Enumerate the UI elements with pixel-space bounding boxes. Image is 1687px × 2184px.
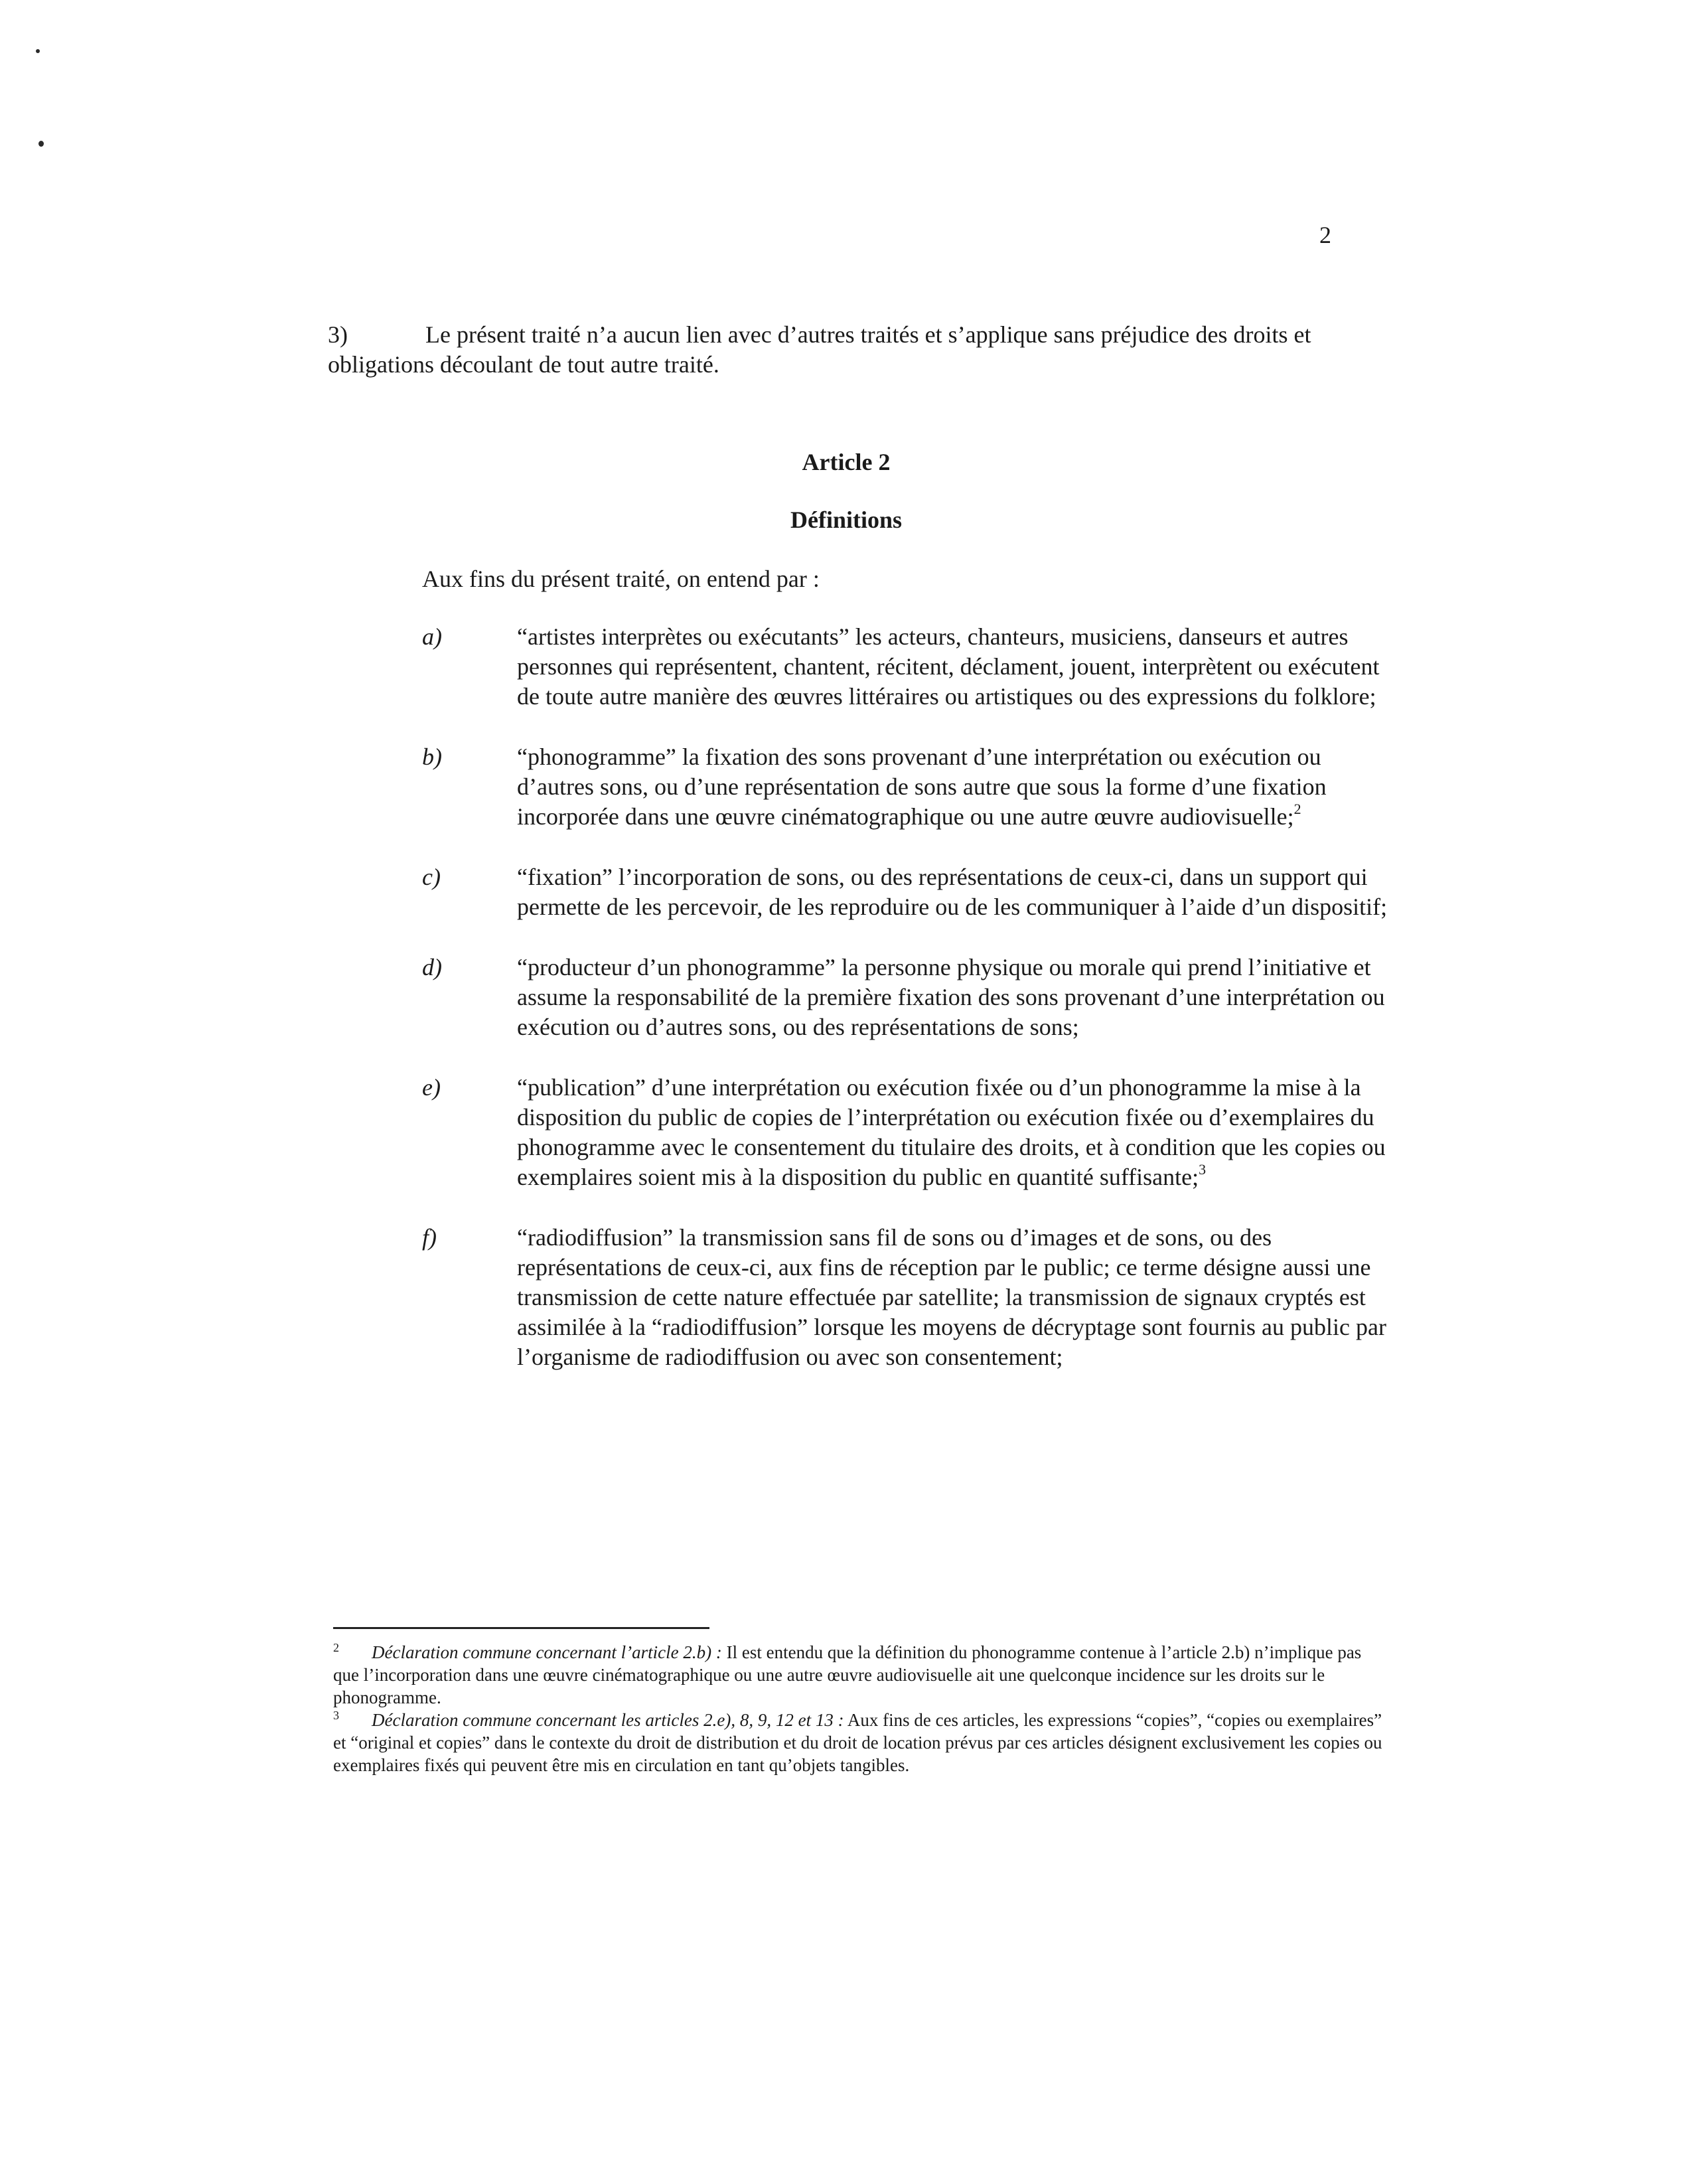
paragraph-text: Le présent traité n’a aucun lien avec d’autres traités et s’applique sans préjudice des droits et obligations découlant de tout autre traité. [328,321,1311,378]
footnote: 2 Déclaration commune concernant l’article 2.b) : Il est entendu que la définition du phonogramme contenue à l’article 2.b) n’implique pas que l’incorporation dans une œuvre cinématographique ou une autre œuvre audiovisuelle ait une quelconque incidence sur les droits sur le phonogramme. [333,1641,1362,1707]
definition-marker: e) [422,1074,441,1101]
definition-item [422,1223,1391,1372]
definition-item [422,622,1391,712]
definition-body: “artistes interprètes ou exécutants” les acteurs, chanteurs, musiciens, danseurs et autres personnes qui représentent, chantent, récitent, déclament, jouent, interprètent ou exécutent de toute autre manière des œuvres littéraires ou artistiques ou des expressions du folklore; [517,623,1380,710]
definition-text [517,953,1391,1042]
paragraph-number: 3) [328,321,348,348]
definition-text [517,1073,1391,1192]
article-subtitle: Définitions [790,507,902,533]
definition-text [517,862,1391,922]
definition-marker: a) [422,623,442,650]
footnote-reference[interactable]: 3 [1199,1161,1207,1178]
definition-item [422,953,1391,1042]
definition-marker: f) [422,1224,437,1251]
definition-text [517,622,1391,712]
definition-body: “radiodiffusion” la transmission sans fil de sons ou d’images et de sons, ou des représentations de ceux-ci, aux fins de réception par le public; ce terme désigne aussi une transmission de cette nature effectuée par satellite; la transmission de signaux cryptés est assimilée à la “radiodiffusion” lorsque les moyens de décryptage sont fournis au public par l’organisme de radiodiffusion ou avec son consentement; [517,1224,1386,1370]
page-number: 2 [1319,222,1331,248]
paragraph-3 [328,320,1376,380]
definition-body: “fixation” l’incorporation de sons, ou des représentations de ceux-ci, dans un support qui permette de les percevoir, de les reproduire ou de les communiquer à l’aide d’un dispositif; [517,864,1388,920]
article-intro: Aux fins du présent traité, on entend par : [422,566,820,592]
footnotes [333,1641,1388,1776]
scan-mark-dot [36,49,40,53]
definition-item [422,1073,1391,1192]
footnote-text: Aux fins de ces articles, les expressions “copies”, “copies ou exemplaires” et “original et copies” dans le contexte du droit de distribution et du droit de location prévus par ces articles désignent exclusivement les copies ou exemplaires fixés qui peuvent être mis en circulation en tant qu’objets tangibles. [333,1710,1382,1775]
scan-mark-dot [38,141,44,147]
definition-item [422,742,1391,832]
definition-body: “producteur d’un phonogramme” la personne physique ou morale qui prend l’initiative et assume la responsabilité de la première fixation des sons provenant d’une interprétation ou exécution ou d’autres sons, ou des représentations de sons; [517,954,1385,1040]
definition-marker: c) [422,864,441,890]
article-title: Article 2 [802,449,891,475]
definition-text [517,1223,1391,1372]
footnote-lead: Déclaration commune concernant l’article 2.b) : [372,1642,722,1662]
definition-text [517,742,1391,832]
definitions-list [422,622,1391,1403]
definition-item [422,862,1391,922]
footnote-reference[interactable]: 2 [1293,801,1301,817]
definition-body: “phonogramme” la fixation des sons provenant d’une interprétation ou exécution ou d’autres sons, ou d’une représentation de sons autre que sous la forme d’une fixation incorporée dans une œuvre cinématographique ou une autre œuvre audiovisuelle; [517,743,1327,830]
footnote-text: Il est entendu que la définition du phonogramme contenue à l’article 2.b) n’implique pas que l’incorporation dans une œuvre cinématographique ou une autre œuvre audiovisuelle ait une quelconque incidence sur les droits sur le phonogramme. [333,1642,1362,1707]
footnote-lead: Déclaration commune concernant les articles 2.e), 8, 9, 12 et 13 : [372,1710,844,1730]
footnote: 3 Déclaration commune concernant les articles 2.e), 8, 9, 12 et 13 : Aux fins de ces articles, les expressions “copies”, “copies ou exemplaires” et “original et copies” dans le contexte du droit de distribution et du droit de location prévus par ces articles désignent exclusivement les copies ou exemplaires fixés qui peuvent être mis en circulation en tant qu’objets tangibles. [333,1709,1382,1775]
footnote-separator [333,1627,709,1629]
definition-marker: d) [422,954,442,980]
definition-marker: b) [422,743,442,770]
definition-body: “publication” d’une interprétation ou exécution fixée ou d’un phonogramme la mise à la disposition du public de copies de l’interprétation ou exécution fixée ou d’exemplaires du phonogramme avec le consentement du titulaire des droits, et à condition que les copies ou exemplaires soient mis à la disposition du public en quantité suffisante; [517,1074,1386,1190]
